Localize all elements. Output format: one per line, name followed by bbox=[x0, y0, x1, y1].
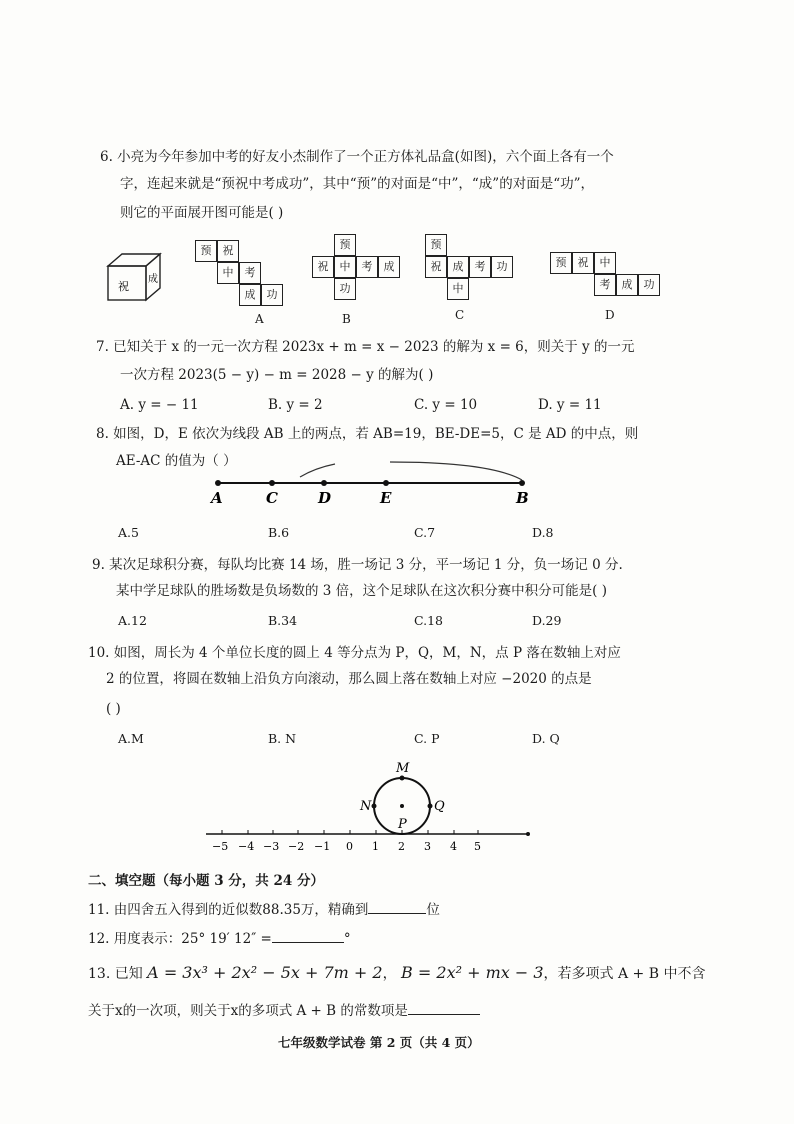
q10-number-line-figure bbox=[200, 758, 540, 858]
point-a-label: A bbox=[211, 489, 223, 507]
tick-label: 5 bbox=[474, 840, 481, 853]
q13-prefix: 13. 已知 bbox=[88, 966, 143, 982]
net-c-cell: 预 bbox=[425, 234, 447, 256]
net-c-cell: 成 bbox=[447, 256, 469, 278]
q11-answer-blank[interactable] bbox=[368, 899, 426, 914]
q9-line1: 9. 某次足球积分赛，每队均比赛 14 场，胜一场记 3 分，平一场记 1 分，负一场记 0 分. bbox=[92, 557, 623, 573]
q8-option-d: D.8 bbox=[532, 525, 554, 540]
q8-option-b: B.6 bbox=[268, 525, 290, 540]
net-d-cell: 考 bbox=[594, 274, 616, 296]
q13-answer-blank[interactable] bbox=[408, 1000, 480, 1015]
point-e-label: E bbox=[380, 489, 392, 507]
net-d-cell: 中 bbox=[594, 252, 616, 274]
q10-option-c: C. P bbox=[414, 731, 440, 746]
tick-label: 1 bbox=[372, 840, 379, 853]
q8-option-c: C.7 bbox=[414, 525, 436, 540]
point-m-dot bbox=[400, 776, 405, 781]
net-d-cell: 祝 bbox=[572, 252, 594, 274]
q11-text: 11. 由四舍五入得到的近似数88.35万，精确到 bbox=[88, 902, 369, 918]
q12-text: 12. 用度表示：25° 19′ 12″ = bbox=[88, 931, 272, 947]
net-a-label: A bbox=[255, 312, 264, 326]
net-d bbox=[550, 252, 660, 300]
q13-suffix: ，若多项式 A + B 中不含 bbox=[543, 966, 706, 982]
q9-option-b: B.34 bbox=[268, 613, 298, 628]
q8-line1: 8. 如图，D，E 依次为线段 AB 上的两点，若 AB=19，BE-DE=5，C 是 AD 的中点，则 bbox=[96, 426, 639, 442]
q7-option-c: C. y = 10 bbox=[414, 397, 478, 413]
net-d-label: D bbox=[605, 308, 615, 322]
net-a-cell: 成 bbox=[239, 284, 261, 306]
point-b-dot bbox=[519, 480, 525, 486]
net-b bbox=[312, 234, 412, 304]
q7-option-b: B. y = 2 bbox=[268, 397, 323, 413]
circle-center-dot bbox=[400, 804, 404, 808]
point-e-dot bbox=[383, 480, 389, 486]
q12 bbox=[88, 928, 351, 948]
tick-label: 0 bbox=[346, 840, 353, 853]
q10-line1: 10. 如图，周长为 4 个单位长度的圆上 4 等分点为 P，Q，M，N，点 P 落在数轴上对应 bbox=[88, 645, 621, 661]
q11-tail: 位 bbox=[426, 902, 440, 918]
q13-expression-b: B = 2x² + mx − 3 bbox=[401, 963, 544, 982]
q9-option-a: A.12 bbox=[118, 613, 147, 628]
net-b-cell: 祝 bbox=[312, 256, 334, 278]
section-2-title: 二、填空题（每小题 3 分，共 24 分） bbox=[88, 873, 324, 889]
cube-face-side: 成 bbox=[148, 274, 158, 285]
net-c-cell: 考 bbox=[469, 256, 491, 278]
gift-cube-figure bbox=[104, 250, 168, 304]
q10-line2: 2 的位置，将圆在数轴上沿负方向滚动，那么圆上落在数轴上对应 −2020 的点是 bbox=[106, 671, 592, 687]
point-a-dot bbox=[215, 480, 221, 486]
net-d-cell: 功 bbox=[638, 274, 660, 296]
q13-line2-text: 关于x的一次项，则关于x的多项式 A + B 的常数项是 bbox=[88, 1003, 408, 1019]
q6-line2: 字，连起来就是“预祝中考成功”，其中“预”的对面是“中”，“成”的对面是“功”， bbox=[120, 176, 595, 192]
tick-label: −4 bbox=[238, 840, 255, 853]
q7-line1: 7. 已知关于 x 的一元一次方程 2023x + m = x − 2023 的解为 x = 6，则关于 y 的一元 bbox=[96, 339, 635, 355]
net-a bbox=[195, 240, 295, 308]
q13-line2 bbox=[88, 1000, 480, 1020]
net-a-cell: 考 bbox=[239, 262, 261, 284]
net-a-cell: 祝 bbox=[217, 240, 239, 262]
q13-line1: 13. 已知 A = 3x³ + 2x² − 5x + 7m + 2， B = 2x² + mx − 3，若多项式 A + B 中不含 bbox=[88, 963, 706, 982]
point-m-label: M bbox=[396, 761, 410, 776]
q9-line2: 某中学足球队的胜场数是负场数的 3 倍，这个足球队在这次积分赛中积分可能是( ) bbox=[116, 583, 607, 599]
net-c-cell: 功 bbox=[491, 256, 513, 278]
point-b-label: B bbox=[516, 489, 529, 507]
point-p-label: P bbox=[398, 817, 407, 832]
q13-expression-a: A = 3x³ + 2x² − 5x + 7m + 2 bbox=[147, 963, 383, 982]
tick-label: −3 bbox=[263, 840, 280, 853]
net-b-cell: 中 bbox=[334, 256, 356, 278]
q10-option-a: A.M bbox=[118, 731, 144, 746]
net-a-cell: 预 bbox=[195, 240, 217, 262]
tick-label: 3 bbox=[424, 840, 431, 853]
net-a-cell: 中 bbox=[217, 262, 239, 284]
point-d-dot bbox=[321, 480, 327, 486]
net-c-label: C bbox=[455, 308, 465, 322]
q8-line2: AE-AC 的值为（ ） bbox=[116, 453, 237, 469]
net-b-cell: 成 bbox=[378, 256, 400, 278]
q10-line3: ( ) bbox=[106, 701, 121, 717]
q6-line1: 6. 小亮为今年参加中考的好友小杰制作了一个正方体礼品盒(如图)，六个面上各有一个 bbox=[100, 149, 614, 165]
point-n-dot bbox=[372, 804, 377, 809]
net-b-cell: 考 bbox=[356, 256, 378, 278]
q8-option-a: A.5 bbox=[118, 525, 139, 540]
net-a-cell: 功 bbox=[261, 284, 283, 306]
q8-segment-figure bbox=[200, 450, 540, 508]
q7-option-d: D. y = 11 bbox=[538, 397, 602, 413]
net-c bbox=[425, 234, 525, 304]
q9-option-d: D.29 bbox=[532, 613, 562, 628]
tick-label: 4 bbox=[450, 840, 457, 853]
page-footer: 七年级数学试卷 第 2 页（共 4 页） bbox=[278, 1035, 480, 1050]
point-n-label: N bbox=[360, 799, 372, 814]
point-c-label: C bbox=[266, 489, 278, 507]
point-q-dot bbox=[428, 804, 433, 809]
tick-label: −5 bbox=[212, 840, 229, 853]
tick-label: −2 bbox=[288, 840, 305, 853]
q9-option-c: C.18 bbox=[414, 613, 443, 628]
q10-option-d: D. Q bbox=[532, 731, 560, 746]
point-q-label: Q bbox=[434, 799, 445, 814]
q7-line2: 一次方程 2023(5 − y) − m = 2028 − y 的解为( ) bbox=[120, 367, 434, 383]
q11 bbox=[88, 899, 440, 919]
net-b-cell: 功 bbox=[334, 278, 356, 300]
q12-tail: ° bbox=[343, 931, 351, 947]
point-c-dot bbox=[269, 480, 275, 486]
net-c-cell: 中 bbox=[447, 278, 469, 300]
q10-option-b: B. N bbox=[268, 731, 297, 746]
tick-label: 2 bbox=[398, 840, 405, 853]
net-b-label: B bbox=[342, 312, 351, 326]
number-line-end bbox=[526, 832, 530, 836]
q6-line3: 则它的平面展开图可能是( ) bbox=[120, 205, 284, 221]
q7-option-a: A. y = − 11 bbox=[120, 397, 199, 413]
tick-label: −1 bbox=[314, 840, 331, 853]
point-d-label: D bbox=[318, 489, 332, 507]
net-b-cell: 预 bbox=[334, 234, 356, 256]
net-d-cell: 预 bbox=[550, 252, 572, 274]
net-c-cell: 祝 bbox=[425, 256, 447, 278]
net-d-cell: 成 bbox=[616, 274, 638, 296]
cube-face-front: 祝 bbox=[118, 280, 129, 293]
q12-answer-blank[interactable] bbox=[272, 928, 344, 943]
